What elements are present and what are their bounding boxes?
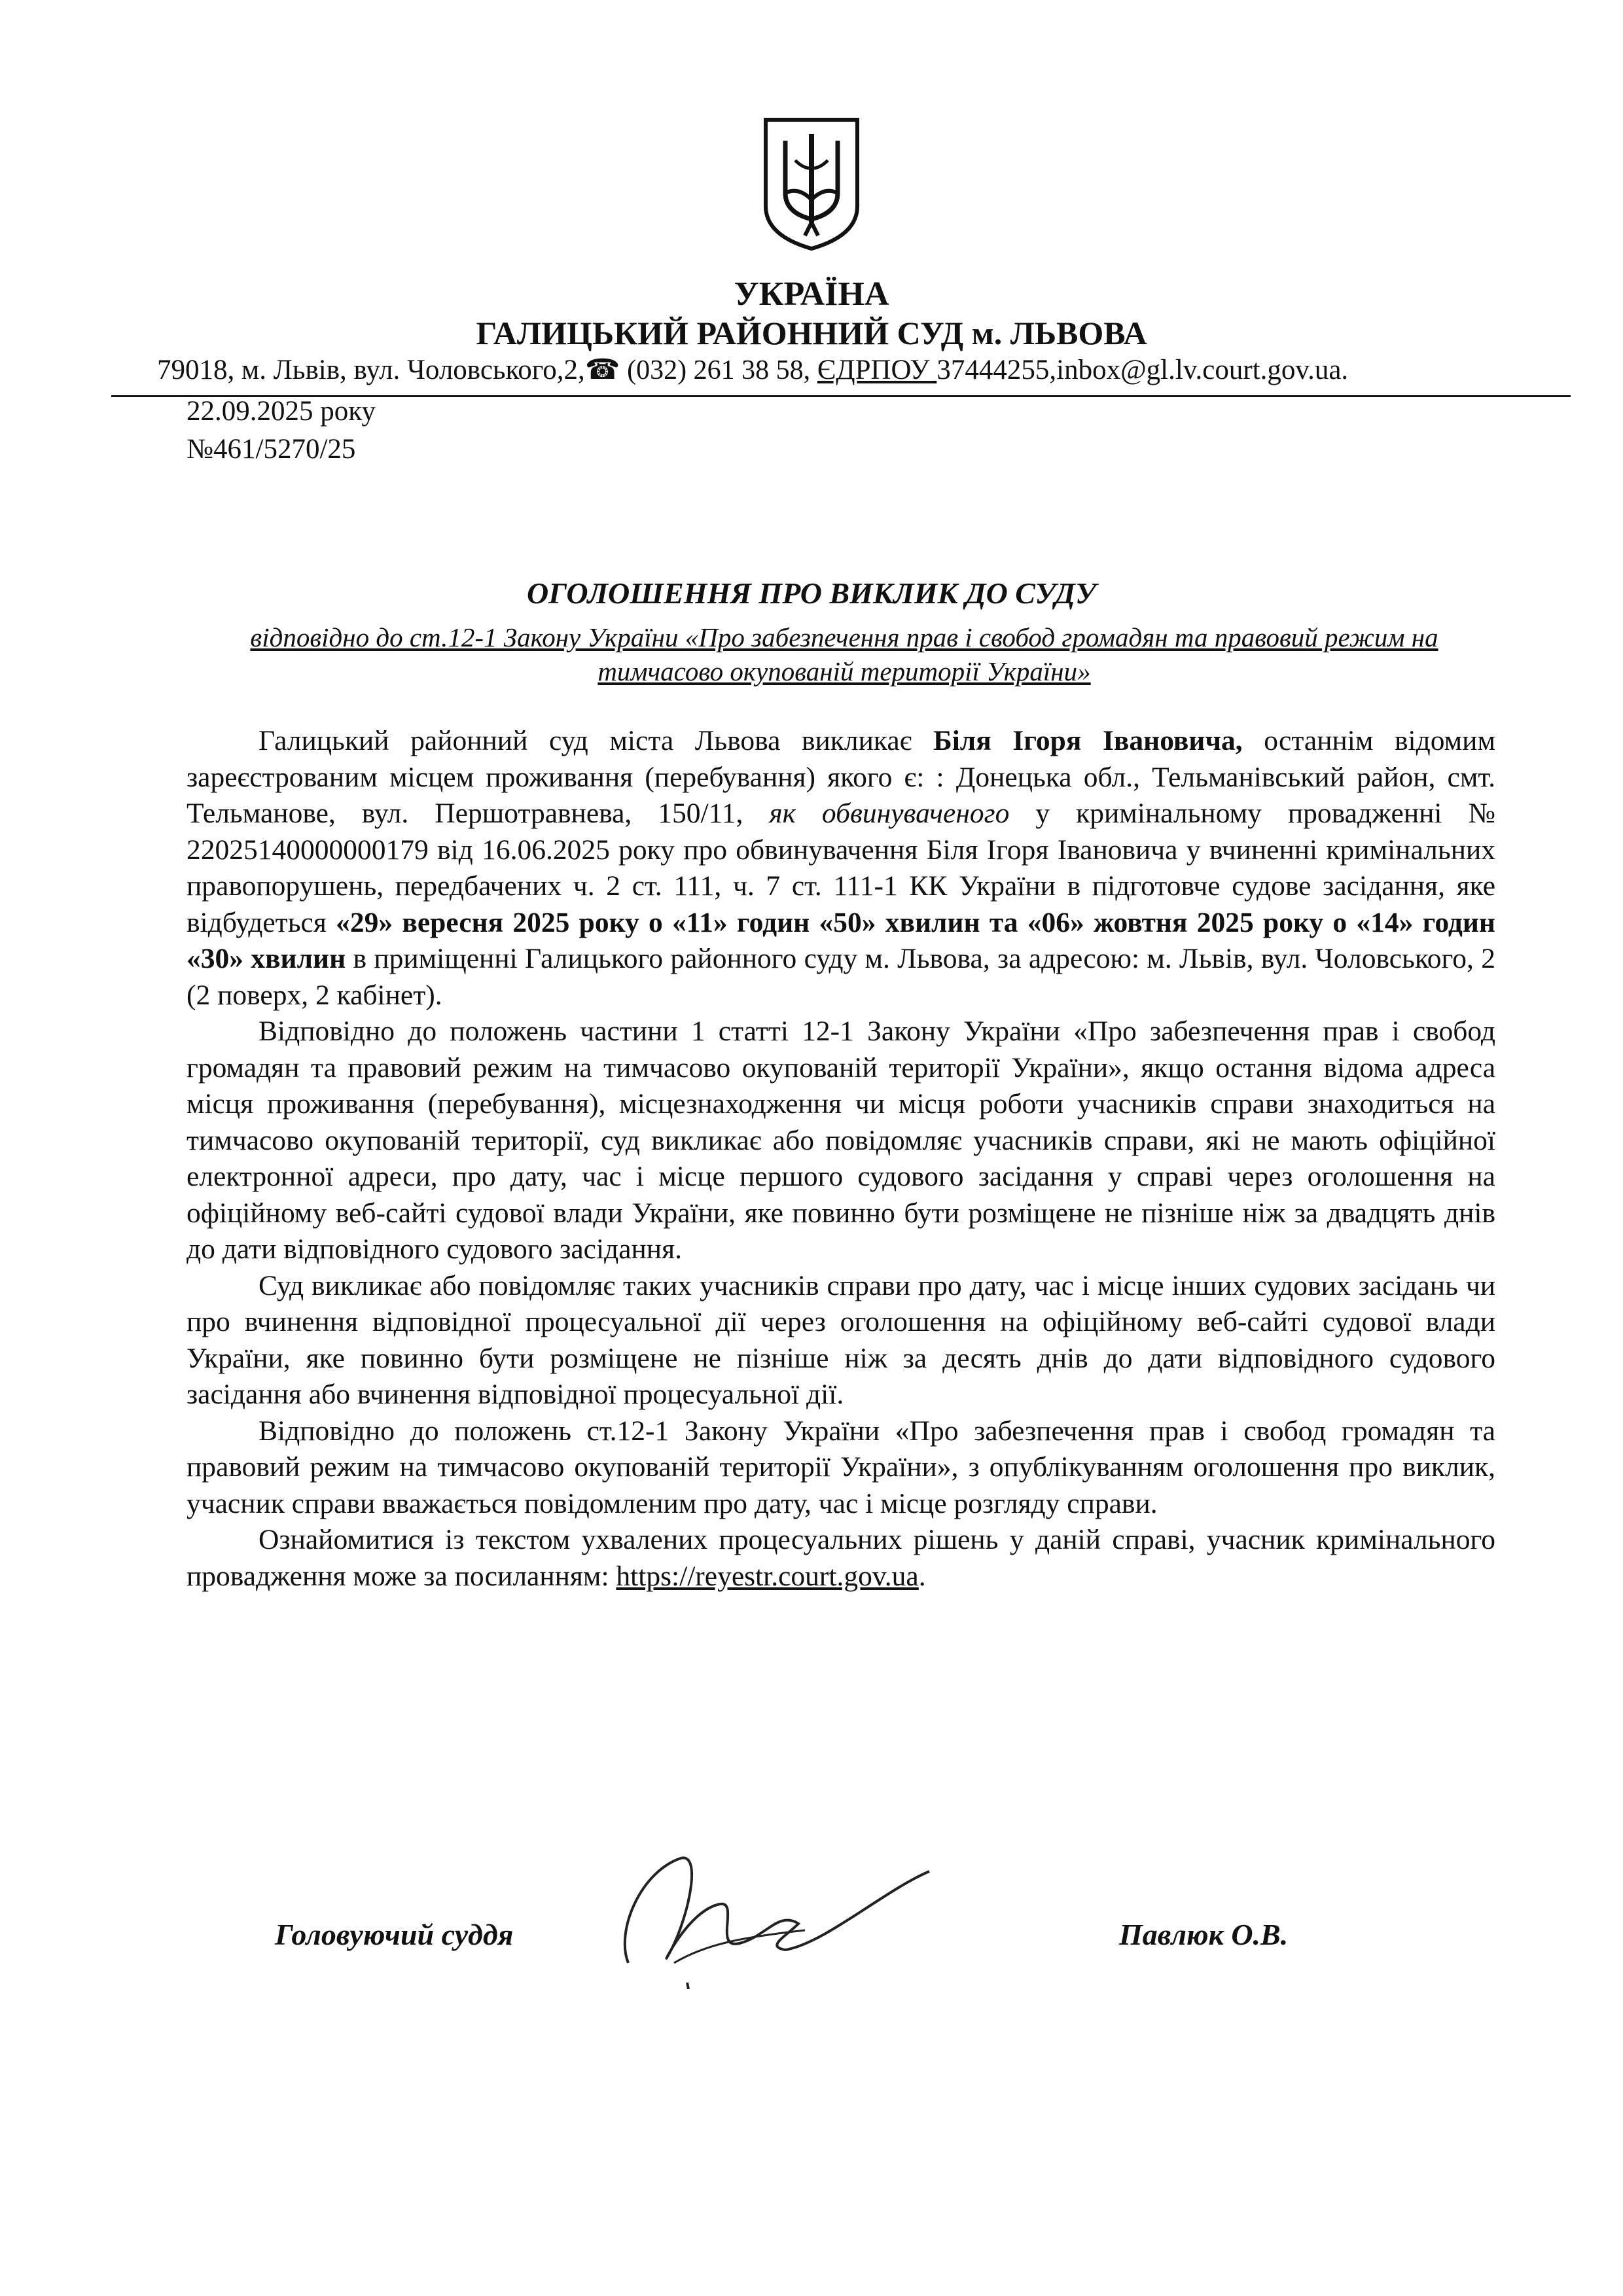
judge-name: Павлюк О.В. [1119,1918,1289,1951]
document-body [187,723,1495,1595]
coat-of-arms-icon [759,115,864,252]
paragraph-3: Суд викликає або повідомляє таких учасників справи про дату, час і місце інших судових засідань чи про вчинення відповідної процесуальної дії через оголошення на офіційному веб-сайті судової влади України, яке повинно бути розміщене не пізніше ніж за десять днів до дати відповідного судового засідання або вчинення відповідної процесуальної дії. [187,1269,1495,1410]
court-heading: ГАЛИЦЬКИЙ РАЙОННИЙ СУД м. ЛЬВОВА [476,315,1147,351]
document-title: ОГОЛОШЕННЯ ПРО ВИКЛИК ДО СУДУ [527,576,1096,610]
case-number: №461/5270/25 [187,434,356,465]
paragraph-4: Відповідно до положень ст.12-1 Закону України «Про забезпечення прав і свобод громадян та правовий режим на тимчасово окупованій території України», з опублікуванням оголошення про виклик, учасник справи вважається повідомленим про дату, час і місце розгляду справи. [187,1415,1495,1519]
document-subtitle: відповідно до ст.12-1 Закону України «Про забезпечення прав і свобод громадян та правовий режим на тимчасово окупованій території України» [250,622,1438,686]
paragraph-2: Відповідно до положень частини 1 статті 12-1 Закону України «Про забезпечення прав і свобод громадян та правовий режим на тимчасово окупованій території України», якщо остання відома адреса місця проживання (перебування), місцезнаходження чи місця роботи учасників справи знаходиться на тимчасово окупованій території, суд викликає або повідомляє учасників справи, які не мають офіційної електронної адреси, про дату, час і місце першого судового засідання у справі через оголошення на офіційному веб-сайті судової влади України, яке повинно бути розміщене не пізніше ніж за двадцять днів до дати відповідного судового засідання. [187,1016,1495,1265]
court-address-line [157,353,1348,386]
paragraph-1: Галицький районний суд міста Львова викликає Біля Ігоря Івановича, останнім відомим зареєстрованим місцем проживання (перебування) якого є: : Донецька обл., Тельманівський район, смт. Тельманове, вул. Першотравнева, 150/11, як обвинуваченого у кримінальному провадженні № 22025140000000179 від 16.06.2025 року про обвинувачення Біля Ігоря Івановича у вчиненні кримінальних правопорушень, передбачених ч. 2 ст. 111, ч. 7 ст. 111-1 КК України в підготовче судове засідання, яке відбудеться «29» вересня 2025 року о «11» годин «50» хвилин та «06» жовтня 2025 року о «14» годин «30» хвилин в приміщенні Галицького районного суду м. Львова, за адресою: м. Львів, вул. Чоловського, 2 (2 поверх, 2 кабінет). [187,725,1496,1011]
document-date: 22.09.2025 року [187,396,376,427]
court-address: 79018, м. Львів, вул. Чоловського,2, [157,355,585,385]
edrpou-label: ЄДРПОУ [817,355,937,385]
country-heading: УКРАЇНА [734,275,889,313]
hearing-dates: «29» вересня 2025 року о «11» годин «50» хвилин та «06» жовтня 2025 року о «14» годин «30» хвилин [187,906,1495,974]
telephone-icon: ☎ [584,355,620,385]
defendant-role: як обвинуваченого [769,798,1010,829]
defendant-name: Біля Ігоря Івановича, [933,725,1243,756]
court-phone: (032) 261 38 58, [627,355,811,385]
registry-link[interactable]: https://reyestr.court.gov.ua [616,1560,919,1592]
court-edrpou-email: 37444255,inbox@gl.lv.court.gov.ua. [936,355,1349,385]
handwritten-signature [589,1832,955,1989]
presiding-judge-label: Головуючий суддя [275,1918,514,1951]
paragraph-5: Ознайомитися із текстом ухвалених процесуальних рішень у даній справі, учасник кримінального провадження може за посиланням: https://reyestr.court.gov.ua. [187,1524,1495,1592]
